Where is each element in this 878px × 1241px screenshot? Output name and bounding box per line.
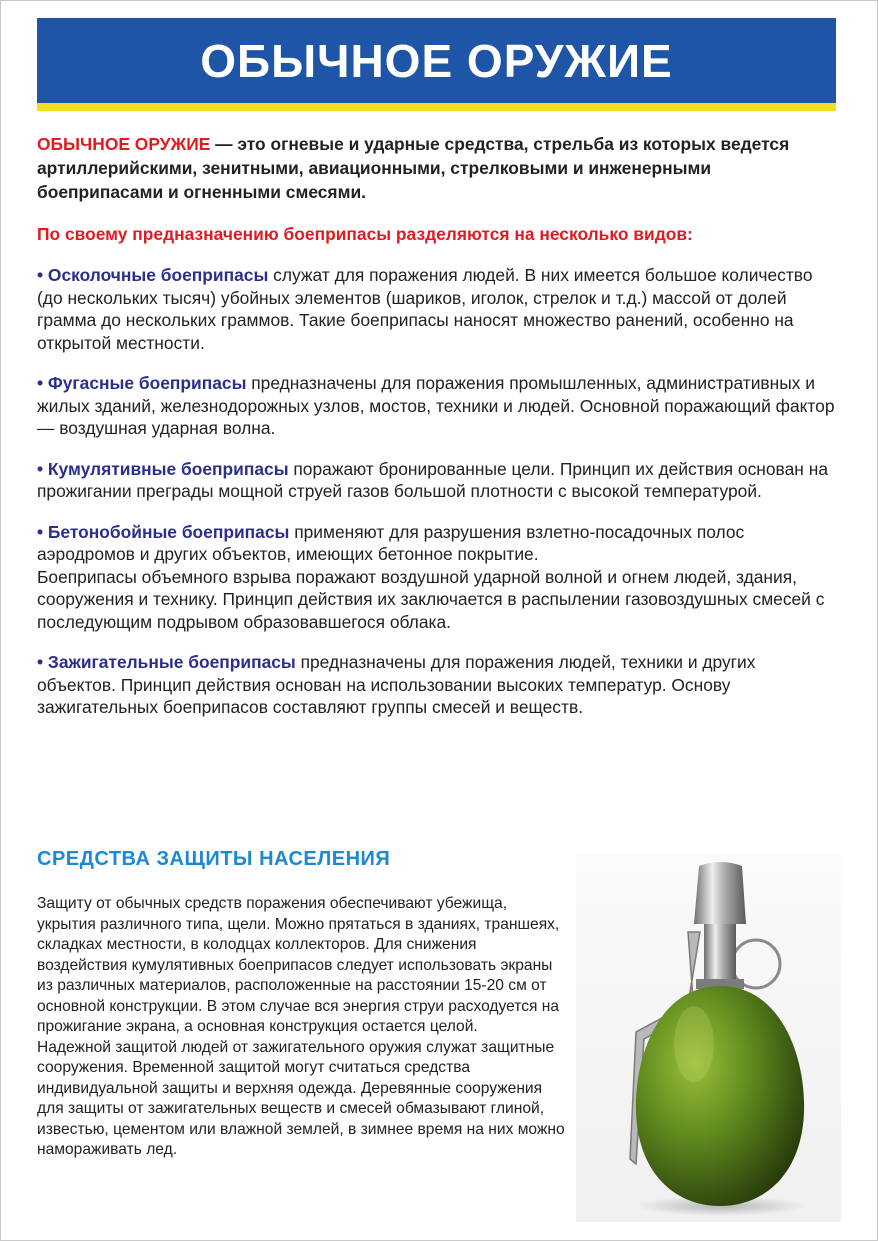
grenade-body — [636, 986, 804, 1206]
ammo-types-heading: По своему предназначению боеприпасы разделяются на несколько видов: — [37, 224, 693, 244]
intro-paragraph — [37, 132, 837, 204]
ammo-type-name: • Зажигательные боеприпасы — [37, 652, 296, 672]
fuse-cap — [694, 862, 746, 924]
title-banner — [37, 18, 836, 103]
protection-section-title: СРЕДСТВА ЗАЩИТЫ НАСЕЛЕНИЯ — [37, 848, 391, 870]
body-highlight — [674, 1006, 714, 1082]
page-title: ОБЫЧНОЕ ОРУЖИЕ — [200, 34, 673, 87]
ammo-type-text: применяют для разрушения взлетно-посадочных полос аэродромов и других объектов, имеющих бетонное покрытие. — [37, 521, 745, 564]
ammo-type-name: • Бетонобойные боеприпасы — [37, 521, 290, 542]
ammo-type-text: предназначены для поражения людей, техники и других объектов. Принцип действия основан на использовании высоких температур. Основу зажигательных боеприпасов составляют группы смесей и веществ. — [37, 652, 756, 717]
ammo-type-text: служат для поражения людей. В них имеется большое количество (до нескольких тысяч) убойных элементов (шариков, иголок, стрелок и т.д.) массой от долей грамма до нескольких граммов. Такие боеприпасы наносят множество ранений, особенно на открытой местности. — [37, 265, 813, 353]
title-banner-stripe — [37, 103, 836, 111]
protection-paragraph-1: Защиту от обычных средств поражения обеспечивают убежища, укрытия различного типа, щели. Можно прятаться в зданиях, траншеях, складках местности, в колодцах коллекторов. Для снижения воздействия кумулятивных боеприпасов следует использовать экраны из различных материалов, расположенные на расстоянии 15-20 см от основной конструкции. В этом случае вся энергия струи расходуется на прожигание экрана, а основная конструкция остается целой. — [37, 895, 560, 1035]
ammo-type-name: • Осколочные боеприпасы — [37, 265, 269, 285]
ammo-type-name: • Кумулятивные боеприпасы — [37, 458, 289, 479]
ammo-type-cumulative — [37, 458, 837, 503]
ammo-type-name: • Фугасные боеприпасы — [37, 373, 247, 393]
intro-term: ОБЫЧНОЕ ОРУЖИЕ — [37, 134, 211, 154]
protection-text — [37, 894, 567, 1161]
grenade-illustration — [576, 854, 841, 1222]
intro-text: — это огневые и ударные средства, стрельба из которых ведется артиллерийскими, зенитными, авиационными, стрелковыми и инженерными боеприпасами и огненными смесями. — [37, 134, 790, 202]
protection-paragraph-2: Надежной защитой людей от зажигательного оружия служат защитные сооружения. Временной защитой могут считаться средства индивидуальной защиты и верхняя одежда. Деревянные сооружения для защиты от зажигательных веществ и смесей обмазывают глиной, известью, цементом или влажной землей, в зимнее время на них можно намораживать лед. — [37, 1038, 565, 1158]
ammo-type-text: поражают бронированные цели. Принцип их действия основан на прожигании преграды мощной струей газов большой плотности с высокой температурой. — [37, 458, 828, 501]
ammo-type-text: предназначены для поражения промышленных, административных и жилых зданий, железнодорожных узлов, мостов, техники и людей. Основной поражающий фактор — воздушная ударная волна. — [37, 373, 835, 438]
ammo-type-incendiary — [37, 651, 837, 719]
main-content — [37, 132, 837, 719]
ammo-type-concrete-piercing — [37, 521, 837, 634]
grenade-photo — [576, 854, 841, 1222]
ammo-type-fragmentation — [37, 264, 837, 354]
ammo-type-volumetric-text: Боеприпасы объемного взрыва поражают воздушной ударной волной и огнем людей, здания, сооружения и технику. Принцип действия их заключается в распылении газовоздушных смесей с последующим подрывом образовавшегося облака. — [37, 566, 825, 632]
ammo-type-high-explosive — [37, 372, 837, 440]
